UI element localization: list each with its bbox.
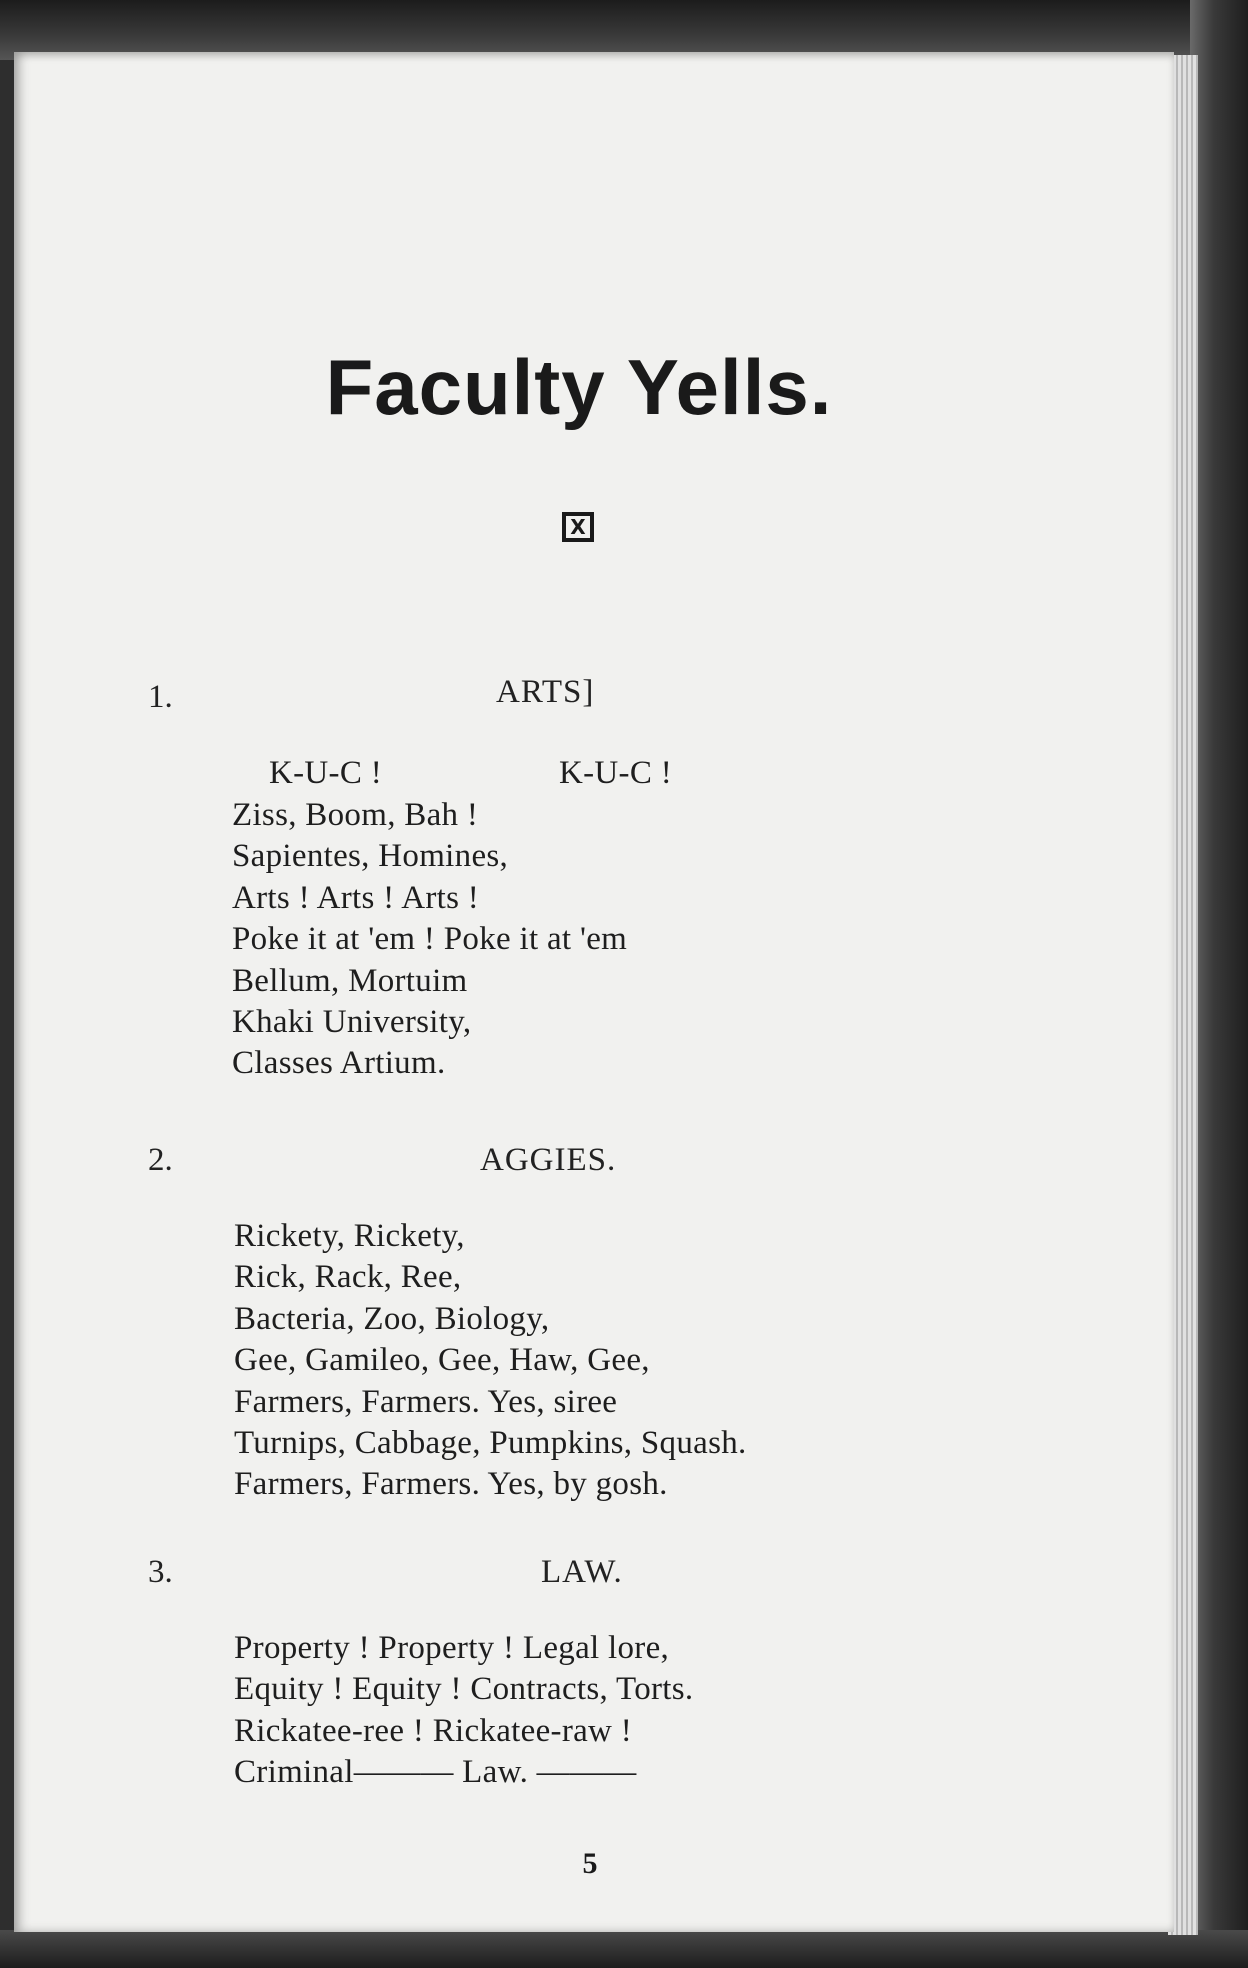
section-number: 2. <box>148 1142 173 1178</box>
book-cover-top <box>0 0 1248 60</box>
yell-line: Farmers, Farmers. Yes, siree <box>234 1384 618 1420</box>
yell-line: Rick, Rack, Ree, <box>234 1259 462 1295</box>
section-heading: LAW. <box>541 1554 623 1590</box>
section-number: 3. <box>148 1554 173 1590</box>
ornament-icon <box>562 512 594 542</box>
yell-line: Bacteria, Zoo, Biology, <box>234 1301 550 1337</box>
yell-line: Poke it at 'em ! Poke it at 'em <box>232 921 628 957</box>
ornament-glyph: X <box>570 515 586 539</box>
section-number: 1. <box>148 679 173 715</box>
book-cover-bottom <box>0 1930 1248 1968</box>
yell-line: Equity ! Equity ! Contracts, Torts. <box>234 1671 694 1707</box>
yell-line: Rickatee-ree ! Rickatee-raw ! <box>234 1713 633 1749</box>
section-heading: ARTS] <box>496 674 595 710</box>
yell-line: Arts ! Arts ! Arts ! <box>232 880 480 916</box>
book-cover-right <box>1190 0 1248 1968</box>
yell-line: Ziss, Boom, Bah ! <box>232 797 479 833</box>
yell-line: Turnips, Cabbage, Pumpkins, Squash. <box>234 1425 747 1461</box>
yell-line: Rickety, Rickety, <box>234 1218 465 1254</box>
yell-line: Farmers, Farmers. Yes, by gosh. <box>234 1466 668 1502</box>
yell-line: Gee, Gamileo, Gee, Haw, Gee, <box>234 1342 650 1378</box>
yell-line: Bellum, Mortuim <box>232 963 468 999</box>
book-page <box>14 52 1174 1932</box>
yell-line: K-U-C ! <box>269 755 382 791</box>
yell-line: Classes Artium. <box>232 1045 446 1081</box>
yell-line: Khaki University, <box>232 1004 472 1040</box>
yell-line: Property ! Property ! Legal lore, <box>234 1630 670 1666</box>
yell-line: Criminal——— Law. ——— <box>234 1754 637 1790</box>
page-number: 5 <box>582 1847 598 1880</box>
yell-line: Sapientes, Homines, <box>232 838 509 874</box>
page-title: Faculty Yells. <box>325 343 833 431</box>
yell-line: K-U-C ! <box>559 755 672 791</box>
section-heading: AGGIES. <box>480 1142 617 1178</box>
